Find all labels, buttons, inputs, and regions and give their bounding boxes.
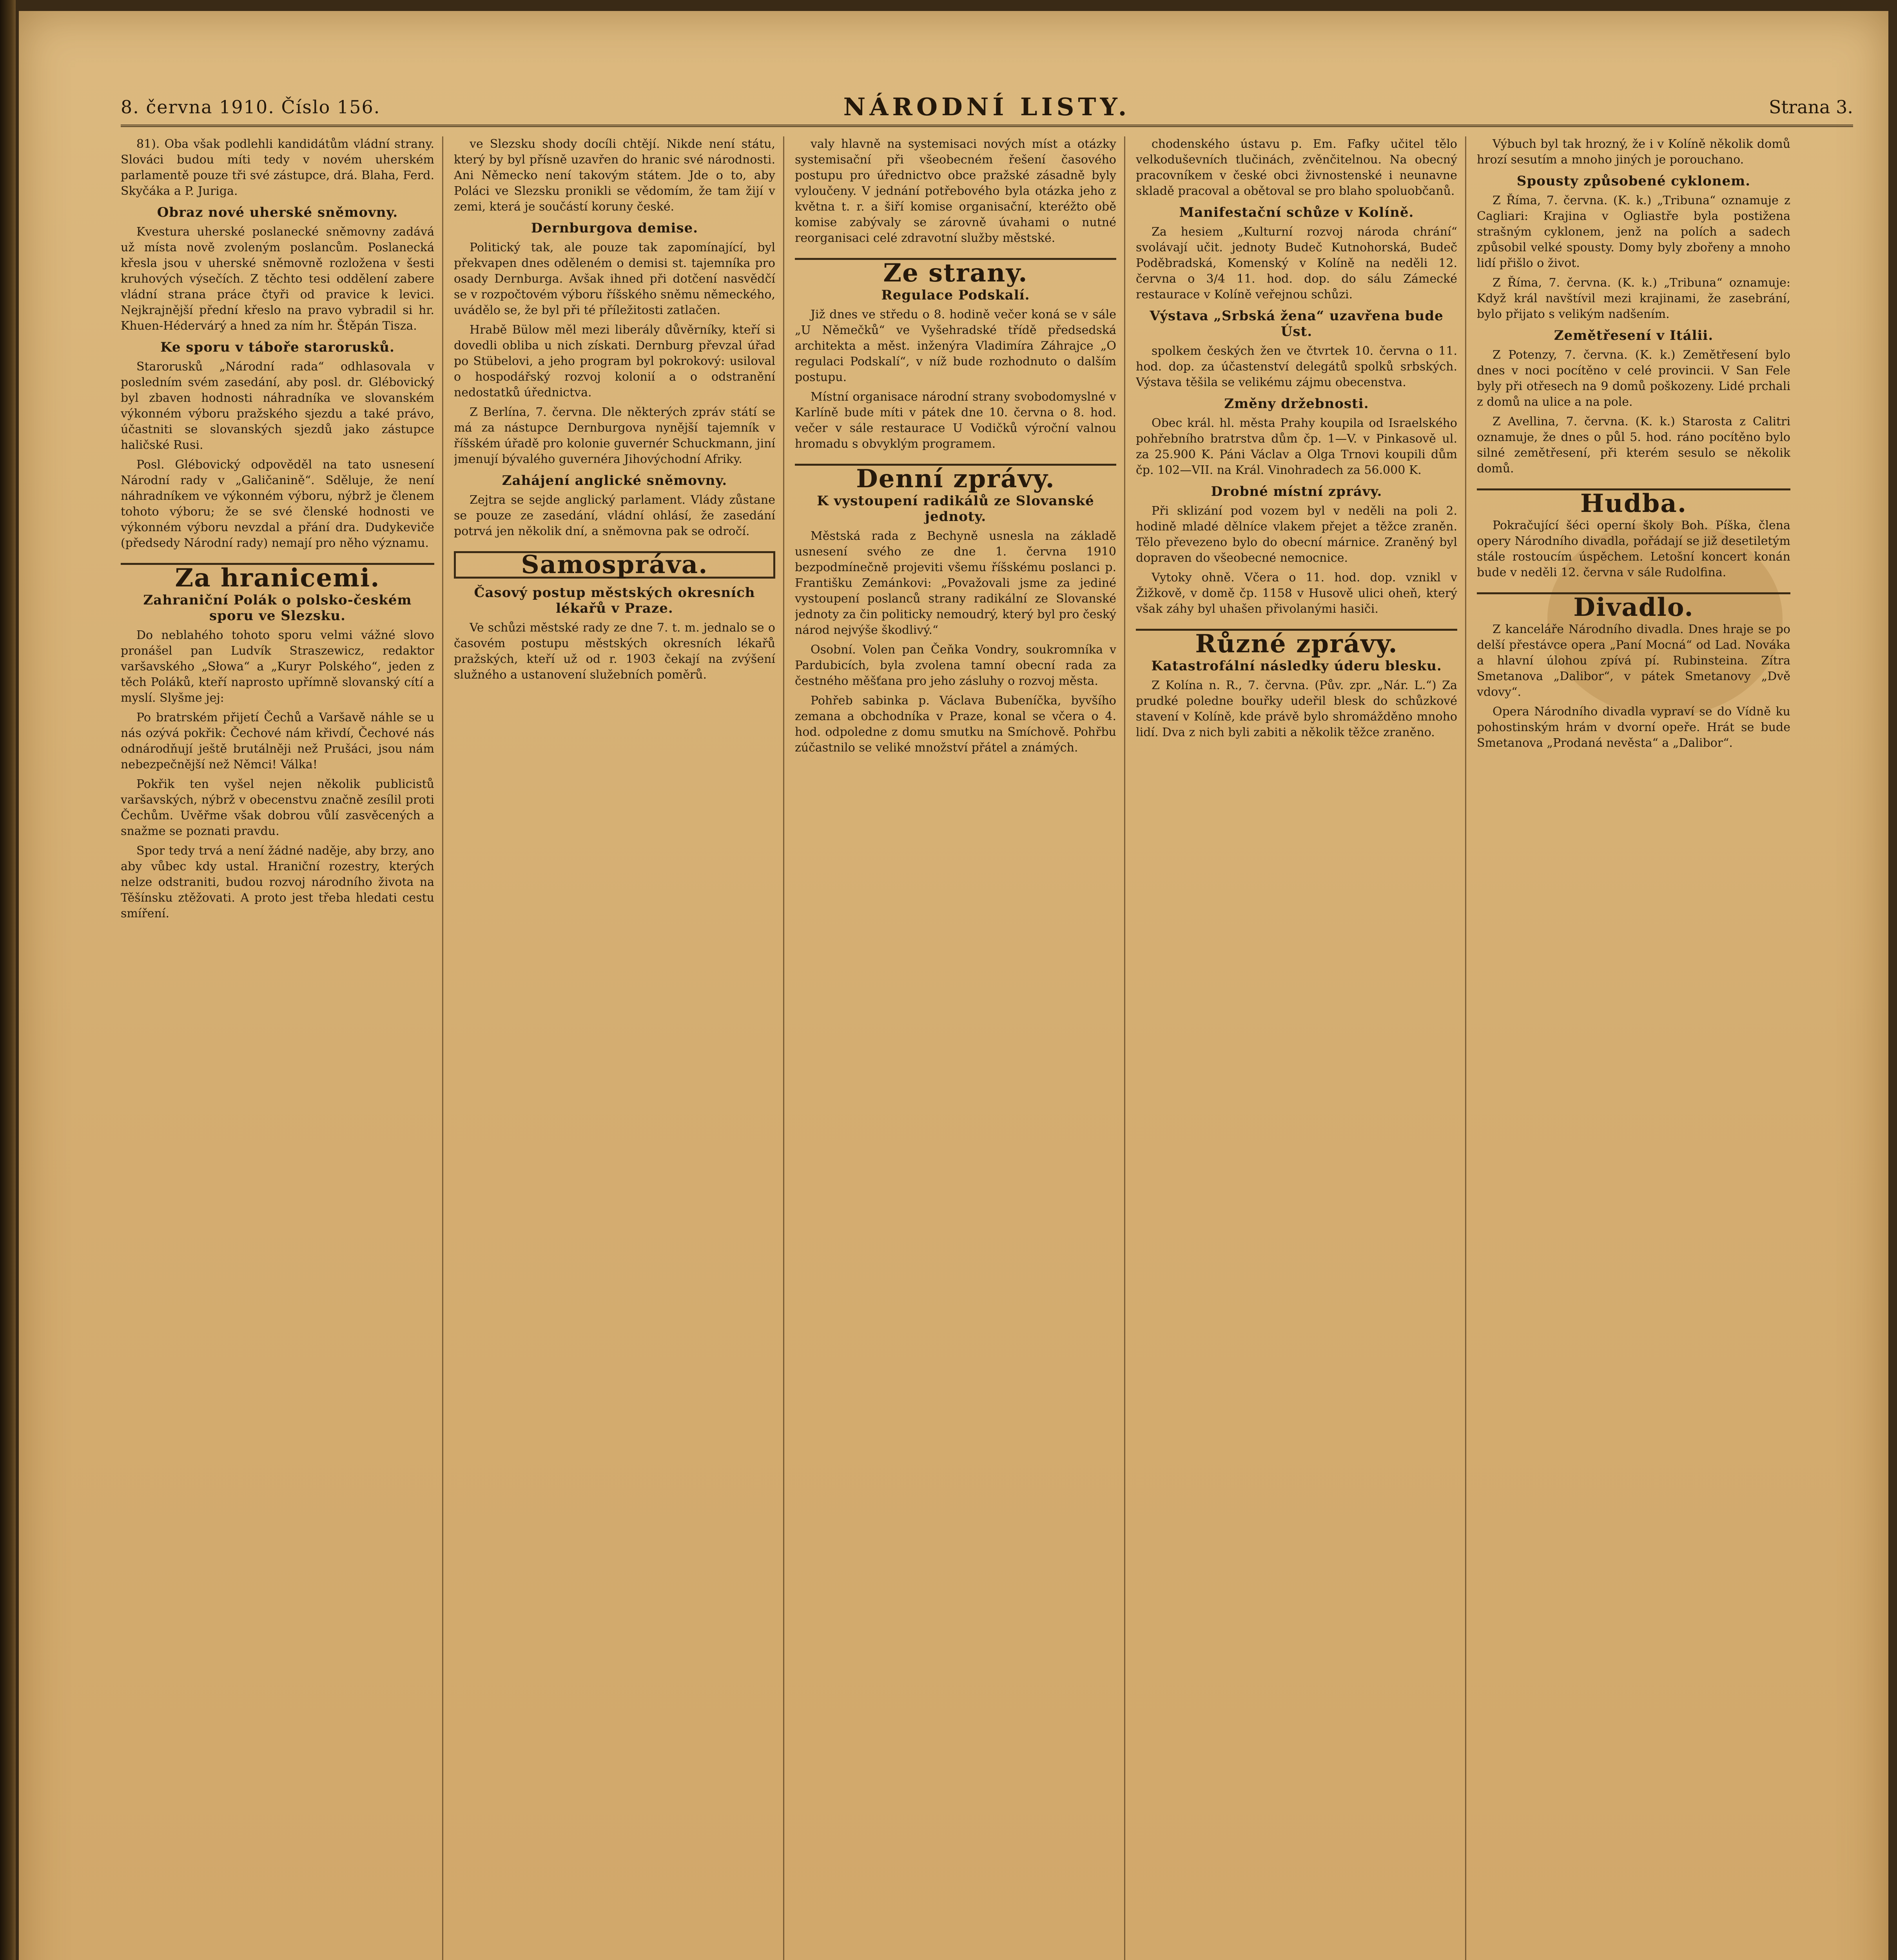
article-heading: Drobné místní zprávy. [1211,484,1382,499]
article-paragraph: Výbuch byl tak hrozný, že i v Kolíně několik domů hrozí sesutím a mnoho jiných je porouchano. [1477,137,1790,167]
article-paragraph: Posl. Glébovický odpověděl na tato usnesení Národní rady v „Galičanině“. Sděluje, že není náhradníkem ve výkonném výboru, nýbrž je členem tohoto výboru; že se své členské hodnosti ve výkonném výboru nevzdal a přání dra. Dudykeviče (předsedy Národní rady) nemají pro něho významu. [121,458,434,550]
article-paragraph: spolkem českých žen ve čtvrtek 10. června o 11. hod. dop. za účastenství delegátů spolků srbských. Výstava těšila se velikému zájmu obecenstva. [1136,344,1457,389]
article-paragraph: Obec král. hl. města Prahy koupila od Israelského pohřebního bratrstva dům čp. 1—V. v Pinkasově ul. za 25.900 K. Páni Václav a Olga Trnovi koupili dům čp. 102—VII. na Král. Vinohradech za 56.000 K. [1136,416,1457,477]
article-heading: Katastrofální následky úderu blesku. [1151,658,1442,674]
article-paragraph: Po bratrském přijetí Čechů a Varšavě náhle se u nás ozývá pokřik: Čechové nám křivdí, Čechové nás odnárodňují ještě brutálněji než Prušáci, jsou nám nebezpečnější než Němci! Válka! [121,711,434,771]
column-rule [1465,136,1466,1960]
article-paragraph: chodenského ústavu p. Em. Fafky učitel tělo velkoduševních tlučinách, zvěnčitelnou. Na obecný pracovníkem v české obci živnostenské i neunavne skladě pracoval a obětoval se pro blaho spoluobčanů. [1136,137,1457,198]
scanner-edge [0,0,16,1960]
section-heading: Samospráva. [454,551,775,579]
article-paragraph: Již dnes ve středu o 8. hodině večer koná se v sále „U Němečků“ ve Vyšehradské třídě předsedská architekta a měst. inženýra Vladimíra Záhrajce „O regulaci Podskalí“, v níž bude rozhodnuto o dalším postupu. [795,308,1116,384]
article-paragraph: Politický tak, ale pouze tak zapomínající, byl překvapen dnes oděleném o demisi st. tajemníka pro osady Dernburga. Avšak ihned při dotčení nasvědčí se v rozpočtovém výboru říšského sněmu německého, uvádělo se, že byl při té příležitosti zatlačen. [454,241,775,317]
article-paragraph: Starorusků „Národní rada“ odhlasovala v posledním svém zasedání, aby posl. dr. Glébovický byl zbaven hodnosti náhradníka ve slovanském výkonném výboru pražského sjezdu a také právo, účastniti se slovanských sjezdů jako zástupce haličské Rusi. [121,360,434,452]
section-heading: Divadlo. [1477,592,1790,615]
section-heading: Ze strany. [795,258,1116,281]
article-heading: Manifestační schůze v Kolíně. [1179,205,1414,220]
article-paragraph: Z kanceláře Národního divadla. Dnes hraje se po delší přestávce opera „Paní Mocná“ od Lad. Nováka a hlavní úlohou zpívá pí. Rubinsteina. Zítra Smetanova „Dalibor“, v pátek Smetanovy „Dvě vdovy“. [1477,622,1790,699]
column-1 [121,136,434,1960]
article-heading: Obraz nové uherské sněmovny. [157,205,398,220]
article-heading: Zahájení anglické sněmovny. [502,473,727,488]
article-paragraph: Ve schůzi městské rady ze dne 7. t. m. jednalo se o časovém postupu městských okresních lékařů pražských, kteří už od r. 1903 čekají na zvýšení služného a ustanovení služebních poměrů. [454,621,775,682]
article-paragraph: Z Říma, 7. června. (K. k.) „Tribuna“ oznamuje: Když král navštívil mezi krajinami, že zasebrání, bylo přijato s velikým nadšením. [1477,276,1790,321]
issue-date: 8. června 1910. Číslo 156. [121,96,381,118]
article-paragraph: Do neblahého tohoto sporu velmi vážné slovo pronášel pan Ludvík Straszewicz, redaktor varšavského „Słowa“ a „Kuryr Polského“, jeden z těch Poláků, kteří naprosto upřímně slovanský cítí a myslí. Slyšme jej: [121,628,434,705]
article-heading: Regulace Podskalí. [881,287,1030,303]
section-heading: Různé zprávy. [1136,629,1457,652]
article-paragraph: Místní organisace národní strany svobodomyslné v Karlíně bude míti v pátek dne 10. června o 8. hod. večer v sále restaurace U Vodičků výroční valnou hromadu s obvyklým programem. [795,390,1116,451]
article-paragraph: 81). Oba však podlehli kandidátům vládní strany. Slováci budou míti tedy v novém uherském parlamentě pouze tři své zástupce, drá. Blaha, Ferd. Skyčáka a P. Juriga. [121,137,434,198]
column-5 [1477,136,1790,1960]
column-2 [454,136,775,1960]
masthead-title: NÁRODNÍ LISTY. [843,93,1131,121]
section-heading: Hudba. [1477,488,1790,512]
column-rule [442,136,443,1960]
article-heading: Zahraniční Polák o polsko-českém sporu ve Slezsku. [143,592,412,624]
article-heading: Výstava „Srbská žena“ uzavřena bude Úst. [1150,308,1444,339]
column-rule [1124,136,1125,1960]
page-number: Strana 3. [1769,96,1853,118]
column-3 [795,136,1116,1960]
article-paragraph: valy hlavně na systemisaci nových míst a otázky systemisační při všeobecném řešení časového postupu pro úřednictvo obce pražské zásadně byly vyloučeny. V jednání potřebového byla otázka jeho z května t. r. a šiří komise organisační, kteréžto obě komise zabývaly se zárovně úvahami o nutné reorganisaci celé zdravotní služby městské. [795,137,1116,245]
article-heading: Dernburgova demise. [531,220,698,236]
article-heading: Časový postup městských okresních lékařů v Praze. [474,585,755,616]
article-paragraph: Při sklizání pod vozem byl v neděli na poli 2. hodině mladé dělníce vlakem přejet a těžce zraněn. Tělo převezeno bylo do obecní márnice. Zraněný byl dopraven do všeobecné nemocnice. [1136,504,1457,565]
article-paragraph: Spor tedy trvá a není žádné naděje, aby brzy, ano aby vůbec kdy ustal. Hraniční rozestry, kterých nelze odstraniti, budou rozvoj národního života na Těšínsku ztěžovati. A proto jest třeba hledati cestu smíření. [121,844,434,920]
section-heading: Za hranicemi. [121,563,434,586]
column-rule [783,136,784,1960]
article-paragraph: Osobní. Volen pan Čeňka Vondry, soukromníka v Pardubicích, byla zvolena tamní obecní rada za čestného měšťana pro jeho zásluhy o rozvoj města. [795,643,1116,688]
article-paragraph: ve Slezsku shody docíli chtějí. Nikde není státu, který by byl přísně uzavřen do hranic své národnosti. Ani Německo není takovým státem. Jde o to, aby Poláci ve Slezsku pronikli se vědomím, že tam žijí v zemi, která je součástí koruny české. [454,137,775,214]
article-paragraph: Vytoky ohně. Včera o 11. hod. dop. vznikl v Žižkově, v domě čp. 1158 v Husově ulici oheň, který však záhy byl uhašen přivolanými hasiči. [1136,571,1457,616]
article-paragraph: Z Potenzy, 7. června. (K. k.) Zemětřesení bylo dnes v noci pocítěno v celé provincii. V San Fele byly při otřesech na 9 domů poškozeny. Lidé prchali z domů na ulice a na pole. [1477,348,1790,409]
article-heading: K vystoupení radikálů ze Slovanské jednoty. [817,493,1094,524]
article-paragraph: Hrabě Bülow měl mezi liberály důvěrníky, kteří si dovedli obliba u nich získati. Dernburg převzal úřad po Stübelovi, a jeho program byl pokrokový: usiloval o hospodářský rozvoj kolonií a o odstranění nedostatků úřednictva. [454,323,775,399]
article-paragraph: Zejtra se sejde anglický parlament. Vlády zůstane se pouze ze zasedání, vládní ohlásí, že zasedání potrvá jen několik dní, a sněmovna pak se odročí. [454,493,775,538]
article-heading: Zemětřesení v Itálii. [1554,328,1714,343]
article-paragraph: Za hesiem „Kulturní rozvoj národa chrání“ svolávají učit. jednoty Budeč Kutnohorská, Budeč Poděbradská, Komenský v Kolíně na neděli 12. června o 3/4 11. hod. dop. do sálu Zámecké restaurace v Kolíně veřejnou schůzi. [1136,225,1457,301]
page-header [121,89,1853,127]
article-paragraph: Opera Národního divadla vypraví se do Vídně ku pohostinským hrám v dvorní opeře. Hrát se bude Smetanova „Prodaná nevěsta“ a „Dalibor“. [1477,705,1790,750]
article-paragraph: Městská rada z Bechyně usnesla na základě usnesení svého ze dne 1. června 1910 bezpodmínečně projeviti všemu říšskému poslanci p. Františku Zemánkovi: „Považovali jsme za jediné vystoupení poslanců strany radikální ze Slovanské jednoty za čin politicky nemoudrý, který byl pro český národ nejvýše škodlivý.“ [795,529,1116,637]
article-paragraph: Z Říma, 7. června. (K. k.) „Tribuna“ oznamuje z Cagliari: Krajina v Ogliastře byla postižena strašným cyklonem, jenž na polích a sadech způsobil velké spousty. Domy byly zbořeny a mnoho lidí přišlo o život. [1477,194,1790,270]
article-paragraph: Pohřeb sabinka p. Václava Bubeníčka, byvšího zemana a obchodníka v Praze, konal se včera o 4. hod. odpoledne z domu smutku na Smíchově. Pohřbu zúčastnilo se veliké množství přátel a známých. [795,694,1116,755]
article-paragraph: Pokračující šéci operní školy Boh. Píška, člena opery Národního divadla, pořádají se již desetiletým stále rostoucím úspěchem. Letošní koncert konán bude v neděli 12. června v sále Rudolfina. [1477,519,1790,579]
article-paragraph: Kvestura uherské poslanecké sněmovny zadává už místa nově zvoleným poslancům. Poslanecká křesla jsou v uherské sněmovně rozložena v šesti kruhových výsečích. Z těchto tesi oddělení zabere vládní strana práce čtyři od pravice k levici. Nejkrajnější přední křeslo na pravo vybradil si hr. Khuen-Hédervárý a hned za ním hr. Štěpán Tisza. [121,225,434,333]
column-4 [1136,136,1457,1960]
article-paragraph: Z Kolína n. R., 7. června. (Pův. zpr. „Nár. L.“) Za prudké poledne bouřky udeřil blesk do schůzkové stavení v Kolíně, kde právě bylo shromážděno mnoho lidí. Dva z nich byli zabiti a několik těžce zraněno. [1136,679,1457,739]
article-paragraph: Z Avellina, 7. června. (K. k.) Starosta z Calitri oznamuje, že dnes o půl 5. hod. ráno pocítěno bylo silné zemětřesení, při kterém sesulo se několik domů. [1477,415,1790,475]
section-heading: Denní zprávy. [795,464,1116,487]
article-heading: Ke sporu v táboře starorusků. [160,339,395,355]
article-heading: Změny držebnosti. [1224,396,1369,412]
article-paragraph: Z Berlína, 7. června. Dle některých zpráv státí se má za nástupce Dernburgova nynější tajemník v říšském úřadě pro kolonie guvernér Schuckmann, jiní jmenují bývalého guvernéra Jihovýchodní Afriky. [454,405,775,466]
article-paragraph: Pokřik ten vyšel nejen několik publicistů varšavských, nýbrž v obecenstvu značně zesílil proti Čechům. Uvěřme však dobrou vůlí zasvěcených a snažme se poznati pravdu. [121,777,434,838]
article-heading: Spousty způsobené cyklonem. [1516,173,1751,189]
newspaper-page [19,11,1888,1960]
